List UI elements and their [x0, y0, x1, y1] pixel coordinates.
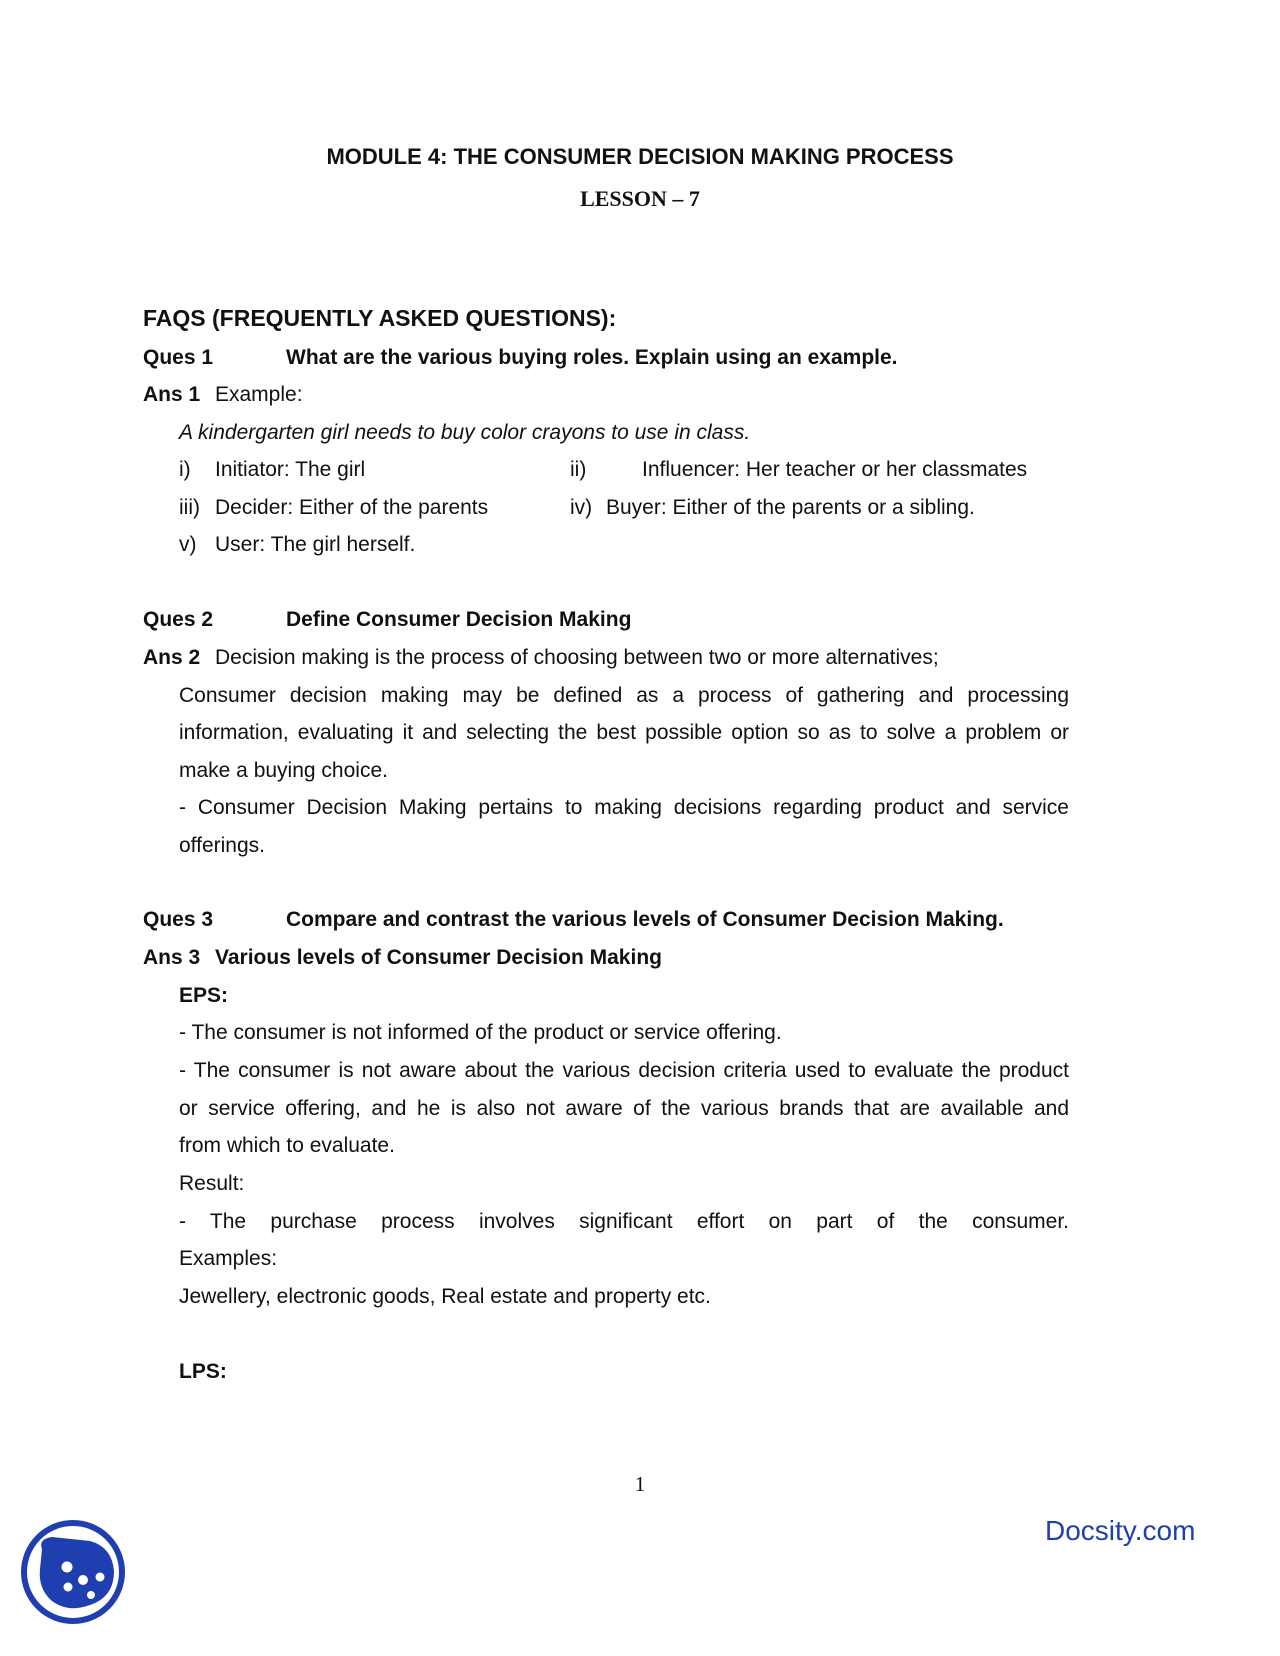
page-number: 1	[634, 1472, 646, 1496]
a1-example: A kindergarten girl needs to buy color crayons to use in class.	[179, 421, 751, 444]
eps-examples: Jewellery, electronic goods, Real estate and property etc.	[179, 1285, 711, 1308]
eps-line: - The consumer is not aware about the various decision criteria used to evaluate the product	[179, 1059, 1069, 1082]
q2-label: Ques 2	[143, 608, 214, 631]
eps-result-label: Result:	[179, 1172, 245, 1195]
a3-label: Ans 3	[143, 946, 201, 969]
a2-label: Ans 2	[143, 646, 201, 669]
role-influencer: Influencer: Her teacher or her classmates	[642, 458, 1028, 481]
role-num: iii)	[179, 496, 200, 519]
role-buyer: Buyer: Either of the parents or a sibling.	[606, 496, 975, 519]
role-num: v)	[179, 533, 197, 556]
eps-line: or service offering, and he is also not aware of the various brands that are available and	[179, 1097, 1069, 1120]
role-num: ii)	[570, 458, 587, 481]
a2-line: offerings.	[179, 834, 265, 857]
eps-line: - The purchase process involves significant effort on part of the consumer.	[179, 1210, 1069, 1233]
q3-question: Compare and contrast the various levels of Consumer Decision Making.	[286, 908, 1004, 931]
docsity-brand-link[interactable]: Docsity.com	[1045, 1515, 1196, 1546]
role-user: User: The girl herself.	[215, 533, 416, 556]
lps-heading: LPS:	[179, 1360, 227, 1383]
docsity-logo-icon[interactable]	[20, 1517, 130, 1627]
a3-heading: Various levels of Consumer Decision Making	[215, 946, 662, 969]
a2-line: make a buying choice.	[179, 759, 388, 782]
lesson-title: LESSON – 7	[580, 186, 700, 211]
a1-intro: Example:	[215, 383, 303, 406]
q3-label: Ques 3	[143, 908, 214, 931]
a2-first-line: Decision making is the process of choosing between two or more alternatives;	[215, 646, 939, 669]
a2-line: information, evaluating it and selecting the best possible option so as to solve a problem or	[179, 721, 1069, 744]
q2-question: Define Consumer Decision Making	[286, 608, 632, 631]
q1-question: What are the various buying roles. Explain using an example.	[286, 346, 898, 369]
q1-label: Ques 1	[143, 346, 214, 369]
eps-line: - The consumer is not informed of the product or service offering.	[179, 1021, 782, 1044]
eps-line: from which to evaluate.	[179, 1134, 395, 1157]
role-num: i)	[179, 458, 191, 481]
a2-line: Consumer decision making may be defined as a process of gathering and processing	[179, 684, 1069, 707]
role-initiator: Initiator: The girl	[215, 458, 366, 481]
faq-heading: FAQS (FREQUENTLY ASKED QUESTIONS):	[143, 305, 617, 331]
role-num: iv)	[570, 496, 593, 519]
a1-label: Ans 1	[143, 383, 201, 406]
eps-examples-label: Examples:	[179, 1247, 278, 1270]
role-decider: Decider: Either of the parents	[215, 496, 489, 519]
module-title: MODULE 4: THE CONSUMER DECISION MAKING PROCESS	[326, 144, 954, 169]
eps-heading: EPS:	[179, 984, 229, 1007]
a2-line: - Consumer Decision Making pertains to making decisions regarding product and service	[179, 796, 1069, 819]
